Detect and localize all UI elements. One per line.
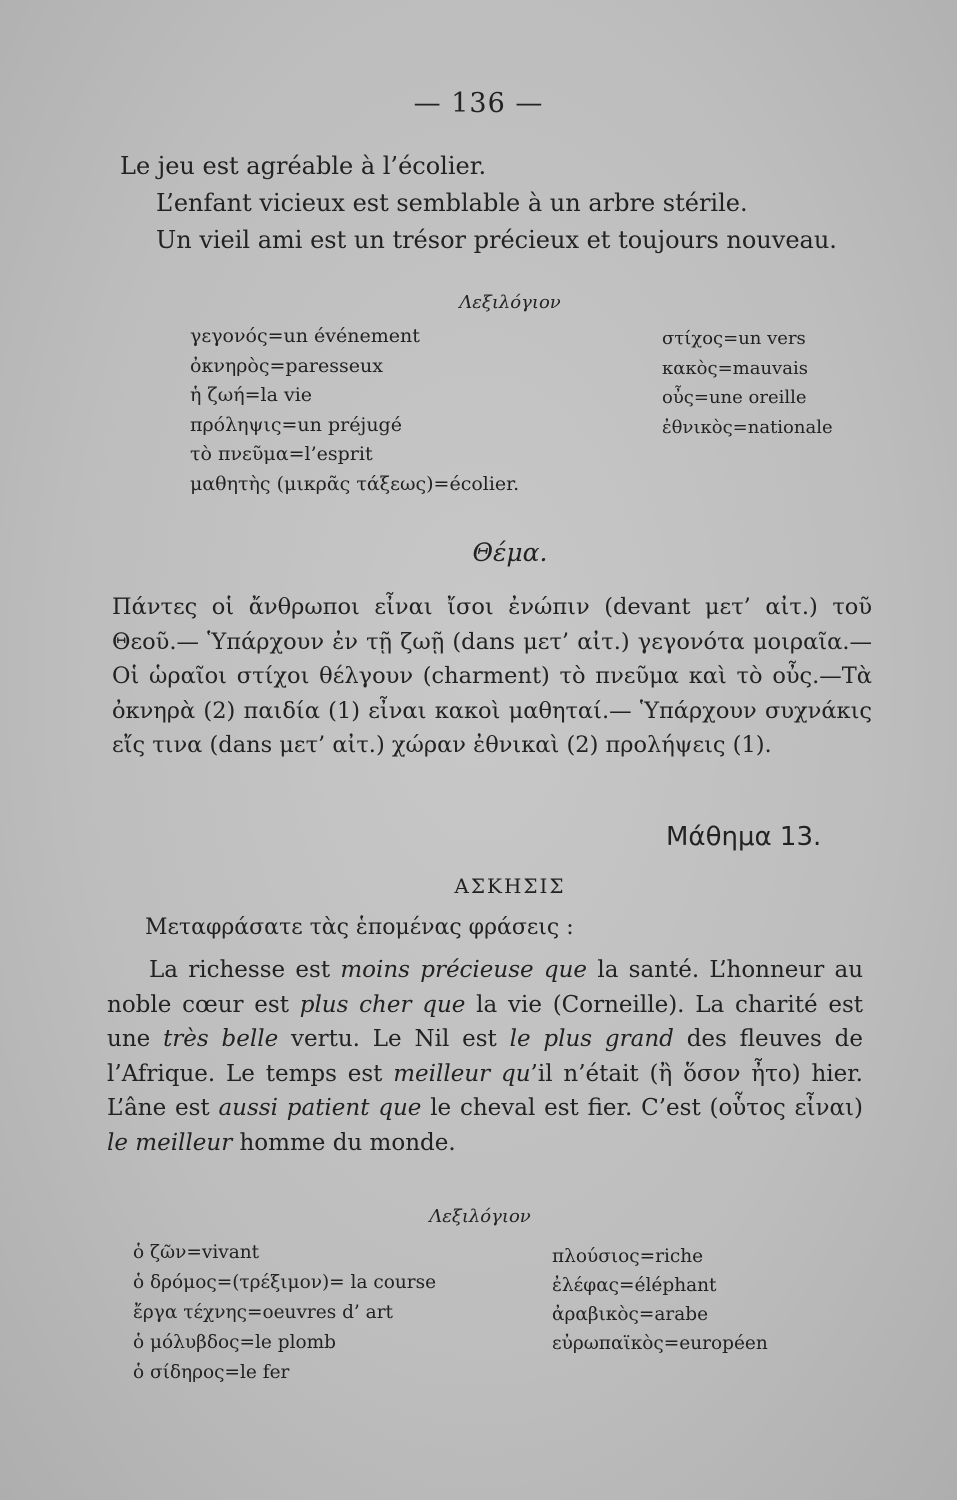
vocabulary-entry: ἀραβικὸς=arabe [552, 1304, 709, 1325]
exercise-text: homme du monde. [232, 1129, 456, 1156]
exercise-text: le cheval est fier. C’est (οὗτος εἶναι) [421, 1095, 863, 1121]
exercise-text: la vie (Corneille). La charité est une [107, 991, 864, 1052]
vocabulary-left-column [133, 1238, 436, 1388]
exercise-text: des fleuves de l’Afrique. Le temps est [107, 1026, 863, 1087]
vocabulary-left-column [190, 322, 519, 499]
exercise-text: la santé. L’honneur au noble cœur est [107, 957, 864, 1018]
exercise-emphasis: le plus grand [509, 1026, 674, 1052]
vocabulary-entry: γεγονός=un événement [190, 325, 420, 347]
vocabulary-entry: οὖς=une oreille [662, 387, 807, 408]
exercise-emphasis: le meilleur [107, 1129, 233, 1156]
exercise-emphasis: plus cher que [299, 991, 466, 1018]
intro-line: Le jeu est agréable à l’écolier. [120, 152, 487, 180]
vocabulary-entry: στίχος=un vers [662, 328, 806, 349]
exercise-title: ΑΣΚΗΣΙΣ [454, 874, 566, 898]
exercise-text: vertu. Le Nil est [278, 1026, 510, 1052]
exercise-instruction: Μεταφράσατε τὰς ἑπομένας φράσεις : [145, 915, 574, 940]
vocabulary-entry: πρόληψις=un préjugé [190, 413, 402, 436]
theme-paragraph: Πάντες οἱ ἄνθρωποι εἶναι ἴσοι ἐνώπιν (devant μετ’ αἰτ.) τοῦ Θεοῦ.— Ὑπάρχουν ἐν τῇ ζωῇ (dans μετ’ αἰτ.) γεγονότα μοιραῖα.—Οἱ ὡραῖοι στίχοι θέλγουν (charment) τὸ πνεῦμα καὶ τὸ οὖς.—Τὰ ὀκνηρὰ (2) παιδία (1) εἶναι κακοὶ μαθηταί.— Ὑπάρχουν συχνάκις εἴς τινα (dans μετ’ αἰτ.) χώραν ἐθνικαὶ (2) προλήψεις (1). [112, 594, 872, 758]
vocabulary-entry: ὁ ζῶν=vivant [133, 1242, 260, 1263]
vocabulary-entry: τὸ πνεῦμα=l’esprit [190, 443, 373, 465]
exercise-emphasis: aussi patient que [218, 1095, 422, 1121]
vocabulary-entry: κακὸς=mauvais [662, 357, 808, 379]
intro-line: L’enfant vicieux est semblable à un arbre stérile. [156, 189, 748, 217]
vocabulary-title: Λεξιλόγιον [459, 292, 561, 313]
vocabulary-right-column [662, 324, 833, 442]
theme-title: Θέμα. [472, 538, 548, 567]
intro-sentences [120, 148, 900, 259]
vocabulary-right-column [552, 1242, 768, 1358]
vocabulary-entry: ἐθνικὸς=nationale [662, 416, 833, 438]
vocabulary-entry: ὁ μόλυβδος=le plomb [133, 1332, 337, 1353]
vocabulary-title: Λεξιλόγιον [429, 1206, 531, 1227]
exercise-text: La richesse est [149, 957, 341, 983]
exercise-emphasis: meilleur qu [393, 1060, 531, 1087]
vocabulary-entry: ὀκνηρὸς=paresseux [190, 354, 383, 377]
vocabulary-entry: ἡ ζωή=la vie [190, 384, 313, 406]
exercise-emphasis: très belle [163, 1026, 279, 1052]
vocabulary-entry: ἐλέφας=éléphant [552, 1275, 717, 1296]
vocabulary-entry: μαθητὴς (μικρᾶς τάξεως)=écolier. [190, 472, 520, 495]
vocabulary-entry: εὐρωπαϊκὸς=européen [552, 1333, 768, 1354]
intro-line: Un vieil ami est un trésor précieux et toujours nouveau. [156, 226, 837, 254]
lesson-heading: Μάθημα 13. [666, 822, 822, 852]
exercise-text: ’il n’était (ἢ ὅσον ἦτο) hier. L’âne est [107, 1060, 863, 1121]
vocabulary-entry: ἔργα τέχνης=oeuvres d’ art [133, 1302, 393, 1323]
vocabulary-entry: ὁ σίδηρος=le fer [133, 1362, 290, 1383]
exercise-emphasis: moins précieuse que [340, 957, 588, 983]
vocabulary-entry: πλούσιος=riche [552, 1246, 704, 1267]
vocabulary-entry: ὁ δρόμος=(τρέξιμον)= la course [133, 1272, 437, 1293]
page-number: — 136 — [413, 88, 544, 119]
exercise-paragraph [107, 953, 863, 1160]
